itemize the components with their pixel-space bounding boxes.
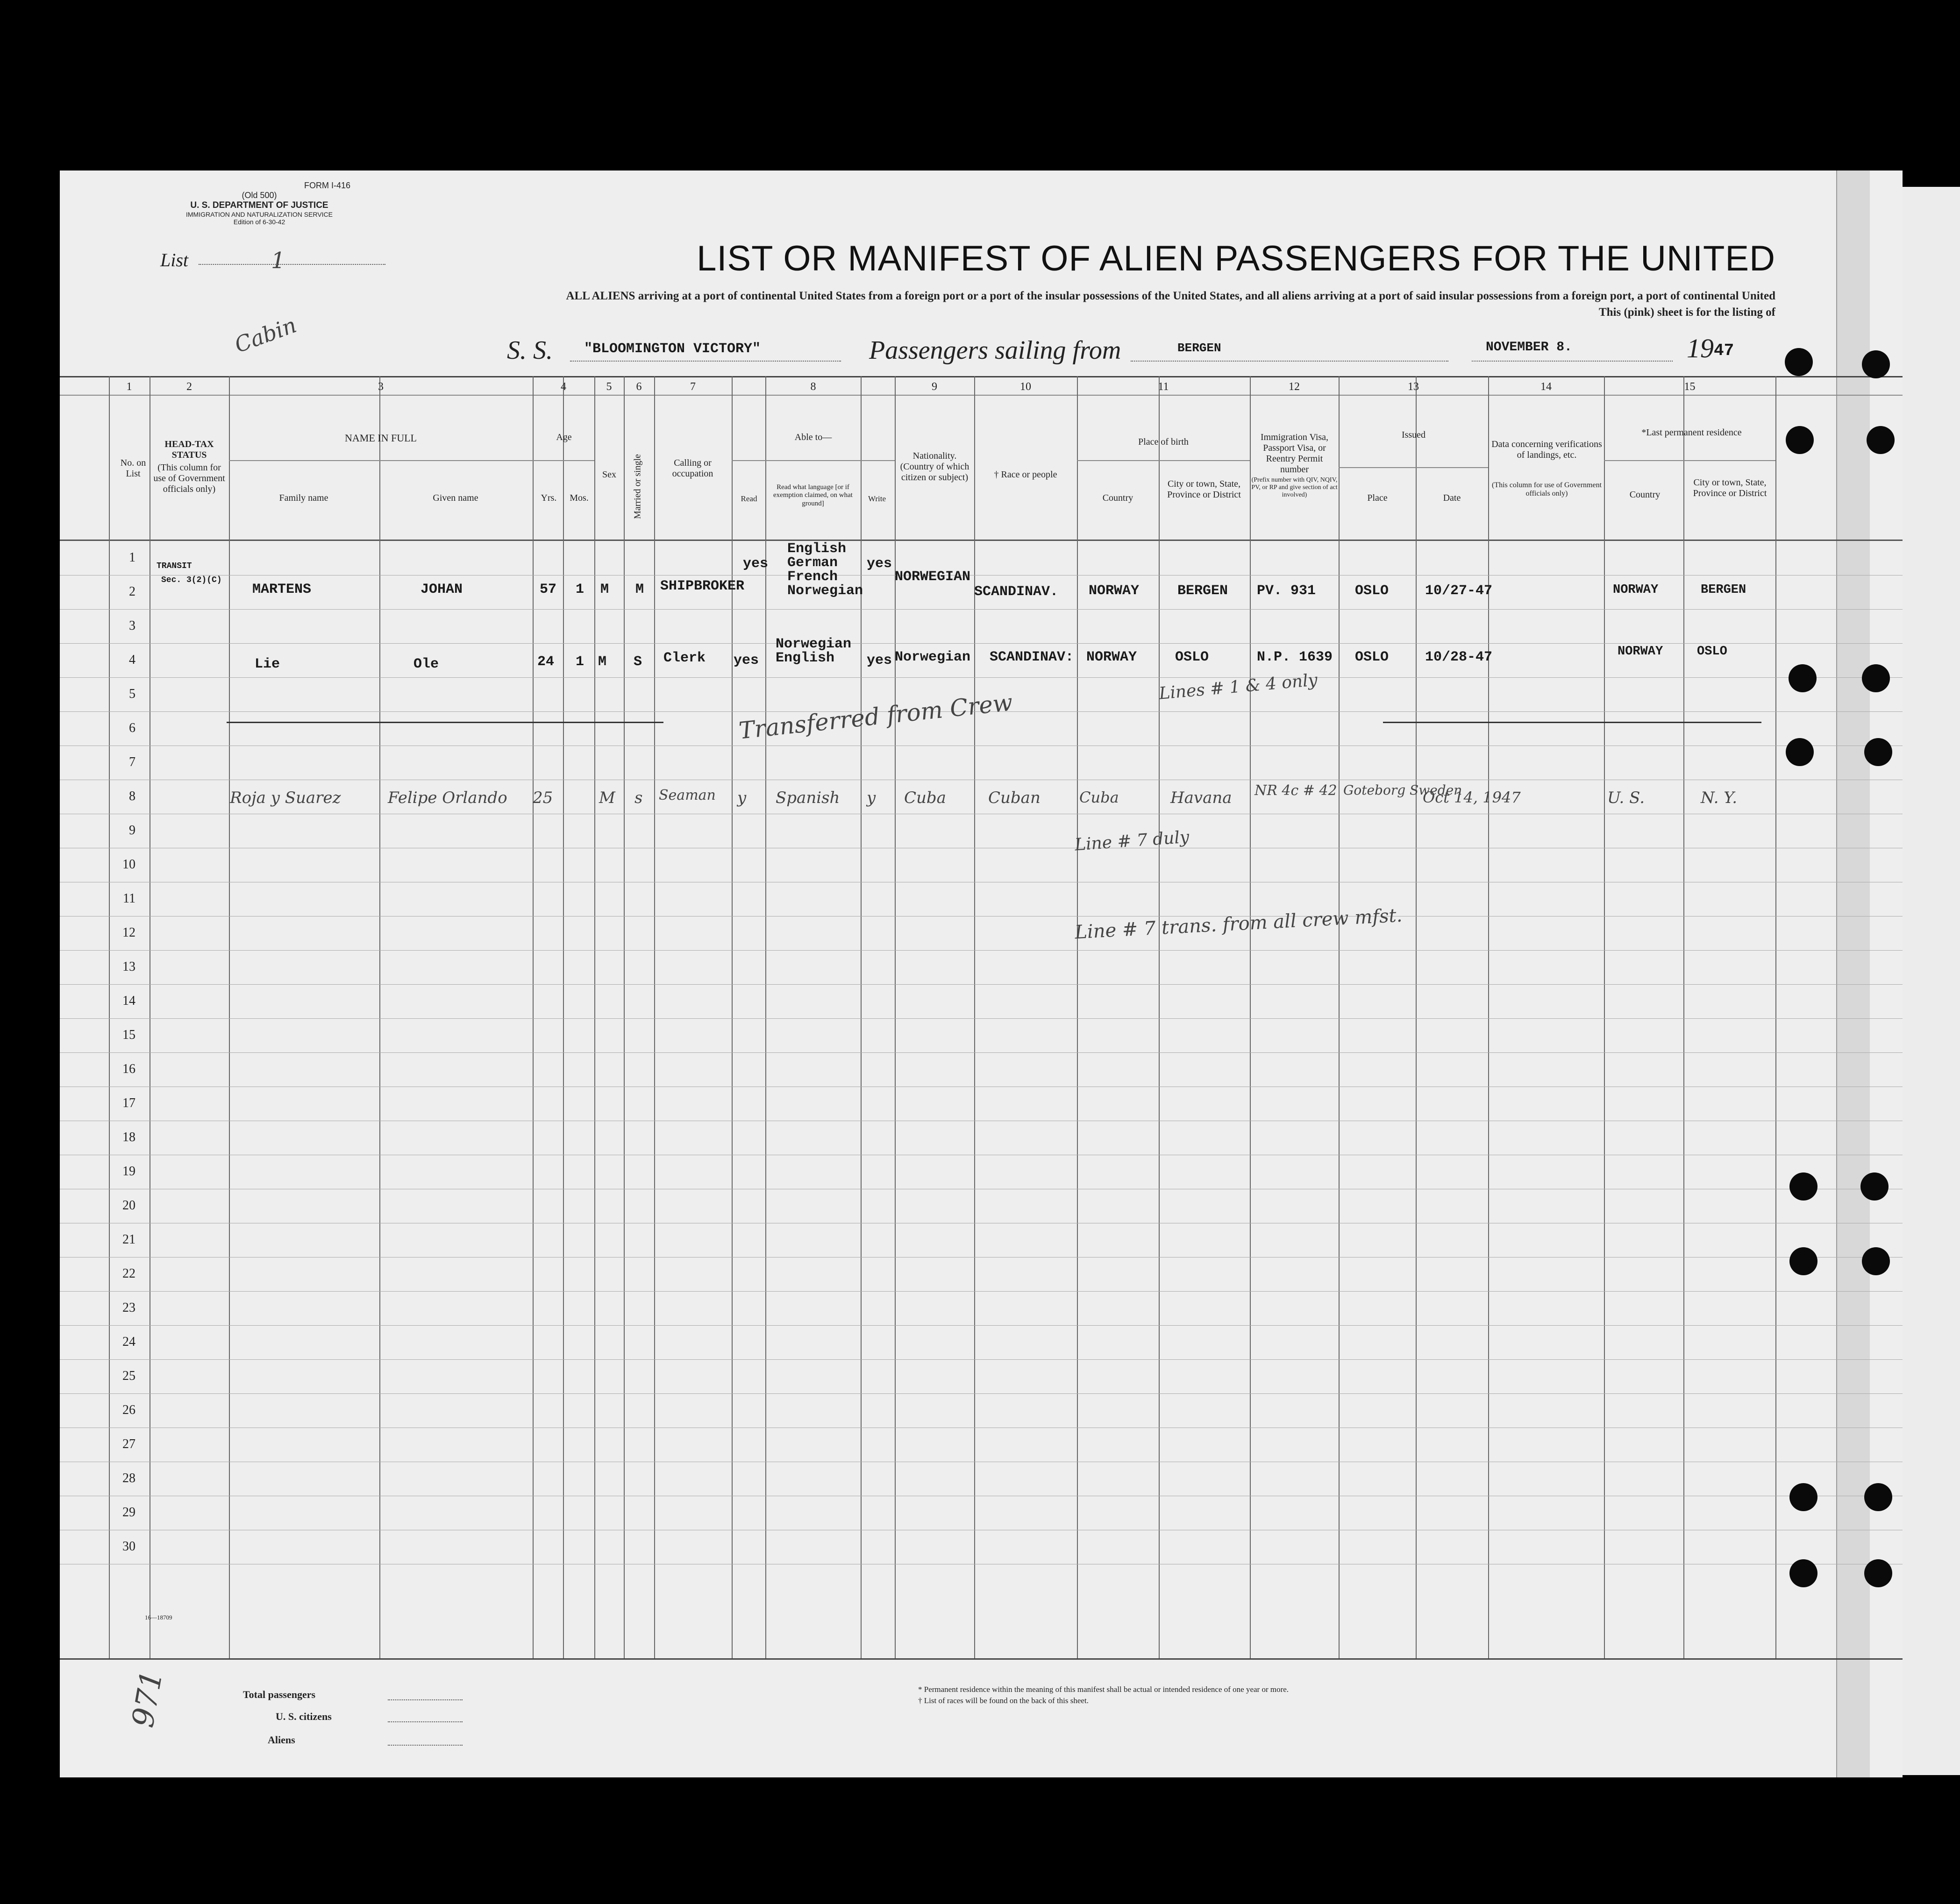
punch-hole xyxy=(1862,664,1890,692)
r7-write: y xyxy=(867,789,876,807)
row-number: 19 xyxy=(122,1164,135,1179)
aliens-label: Aliens xyxy=(268,1734,295,1746)
row-number: 11 xyxy=(123,891,135,906)
r1-race: SCANDINAV. xyxy=(974,584,1059,600)
service: IMMIGRATION AND NATURALIZATION SERVICE xyxy=(186,211,333,218)
row-number: 20 xyxy=(122,1198,135,1213)
total-passengers-line xyxy=(388,1699,463,1700)
old-code: (Old 500) xyxy=(242,191,277,200)
row-number: 28 xyxy=(122,1471,135,1485)
punch-hole xyxy=(1786,426,1814,454)
r7-birth-city: Havana xyxy=(1170,789,1232,807)
column-number: 2 xyxy=(186,381,192,393)
list-label: List xyxy=(160,249,189,270)
header-res-country: Country xyxy=(1629,490,1661,500)
r7-nationality: Cuba xyxy=(904,789,946,807)
margin-note: Cabin xyxy=(231,312,300,358)
r7-sex: M xyxy=(599,789,615,807)
row-rule xyxy=(60,950,1903,951)
r1-lang-4: Norwegian xyxy=(787,583,863,599)
column-number: 11 xyxy=(1158,381,1169,393)
header-verification-note: (This column for use of Government officials only) xyxy=(1491,481,1602,498)
port-of-departure: BERGEN xyxy=(1177,341,1221,355)
footnote-races: † List of races will be found on the back of this sheet. xyxy=(918,1696,1089,1705)
r1-lang-2: German xyxy=(787,555,838,571)
header-name-in-full: NAME IN FULL xyxy=(345,432,417,444)
r7-visa: NR 4c # 42 xyxy=(1254,782,1337,799)
header-yrs: Yrs. xyxy=(541,493,557,503)
row-number: 1 xyxy=(129,550,135,565)
r7-given: Felipe Orlando xyxy=(388,789,507,807)
table-bottom-rule xyxy=(60,1658,1903,1660)
punch-hole xyxy=(1789,1172,1817,1201)
row-number: 15 xyxy=(122,1028,135,1042)
row-number: 7 xyxy=(129,755,135,769)
column-rule xyxy=(1339,376,1340,1658)
header-no-on-list: No. on List xyxy=(120,458,146,479)
r1-lang-3: French xyxy=(787,569,838,585)
row-number: 25 xyxy=(122,1369,135,1383)
residence-subheader-rule xyxy=(1604,460,1775,461)
column-rule xyxy=(654,376,655,1658)
r3-issued-date: 10/28-47 xyxy=(1425,649,1493,665)
column-number: 4 xyxy=(561,381,566,393)
header-issued-place: Place xyxy=(1367,493,1388,503)
row-number: 13 xyxy=(122,959,135,974)
column-rule xyxy=(1250,376,1251,1658)
column-number: 12 xyxy=(1289,381,1300,393)
header-visa: Immigration Visa, Passport Visa, or Reentry Permit number xyxy=(1260,432,1329,475)
header-issued-date: Date xyxy=(1443,493,1461,503)
column-rule xyxy=(732,376,733,1658)
r1-sex: M xyxy=(600,582,609,597)
row-rule xyxy=(60,984,1903,985)
footnote-permanent-residence: * Permanent residence within the meaning of this manifest shall be actual or intended residence of one year or more. xyxy=(918,1685,1289,1694)
subtitle-line-1: ALL ALIENS arriving at a port of continental United States from a foreign port or a port of the insular possessions of the United States, and all aliens arriving at a port of said insular possessions from a foreign port, a port of continental United xyxy=(566,290,1775,302)
column-rule xyxy=(1159,376,1160,1658)
row-number: 23 xyxy=(122,1300,135,1315)
punch-hole xyxy=(1862,1247,1890,1275)
row-number: 10 xyxy=(122,857,135,872)
r7-birth-country: Cuba xyxy=(1079,789,1119,806)
row-rule xyxy=(60,1325,1903,1326)
punch-hole xyxy=(1789,664,1817,692)
line7-duly-note: Line # 7 duly xyxy=(1074,827,1190,855)
r3-race: SCANDINAV: xyxy=(990,649,1074,665)
header-visa-note: (Prefix number with QIV, NQIV, PV, or RP and give section of act involved) xyxy=(1251,476,1338,499)
row-rule xyxy=(60,677,1903,678)
strike-line-left xyxy=(227,722,663,723)
row-rule xyxy=(60,609,1903,610)
r1-family: MARTENS xyxy=(252,582,312,597)
row-number: 26 xyxy=(122,1403,135,1417)
punch-hole xyxy=(1867,426,1895,454)
page-title: LIST OR MANIFEST OF ALIEN PASSENGERS FOR THE UNITED xyxy=(697,239,1775,278)
column-number: 3 xyxy=(378,381,384,393)
row-rule xyxy=(60,1359,1903,1360)
header-res-city: City or town, State, Province or District xyxy=(1693,477,1767,498)
able-subheader-rule xyxy=(732,460,895,461)
r7-occupation: Seaman xyxy=(659,787,716,803)
r3-res-country: NORWAY xyxy=(1618,645,1663,659)
column-rule xyxy=(895,376,896,1658)
header-place-of-birth: Place of birth xyxy=(1138,437,1189,447)
header-married: Married or single xyxy=(632,454,643,519)
column-rule xyxy=(1604,376,1605,1658)
r3-occupation: Clerk xyxy=(663,650,706,666)
header-age: Age xyxy=(556,432,572,442)
column-rule xyxy=(594,376,595,1658)
column-rule xyxy=(379,376,380,1658)
r3-family: Lie xyxy=(255,656,280,672)
header-bottom-rule xyxy=(60,540,1903,541)
list-number: 1 xyxy=(271,248,285,274)
column-rule xyxy=(229,376,230,1658)
r1-married: M xyxy=(635,582,644,597)
row-number: 29 xyxy=(122,1505,135,1520)
punch-hole xyxy=(1862,350,1890,378)
strike-line-right xyxy=(1383,722,1761,723)
lines-note: Lines # 1 & 4 only xyxy=(1158,670,1319,703)
column-number: 1 xyxy=(126,381,132,393)
us-citizens-line xyxy=(388,1721,463,1722)
row-number: 24 xyxy=(122,1335,135,1349)
row-number: 2 xyxy=(129,584,135,599)
ship-name: "BLOOMINGTON VICTORY" xyxy=(584,341,761,357)
column-number: 15 xyxy=(1684,381,1696,393)
header-race: † Race or people xyxy=(994,469,1057,480)
row-number: 12 xyxy=(122,925,135,940)
sailing-date: NOVEMBER 8. xyxy=(1486,340,1572,355)
aliens-line xyxy=(388,1745,463,1746)
row-number: 18 xyxy=(122,1130,135,1144)
header-sex: Sex xyxy=(602,469,616,480)
r1-write: yes xyxy=(867,556,892,572)
column-number: 14 xyxy=(1540,381,1552,393)
header-verification: Data concerning verifications of landings, etc. xyxy=(1491,439,1602,460)
line7-trans-note: Line # 7 trans. from all crew mfst. xyxy=(1074,904,1403,944)
page-mark: 971 xyxy=(126,1668,170,1730)
punch-hole xyxy=(1864,738,1892,766)
row-number: 17 xyxy=(122,1096,135,1110)
r1-mos: 1 xyxy=(576,582,584,597)
header-able-to: Able to— xyxy=(794,432,832,442)
r3-write: yes xyxy=(867,653,892,668)
r1-given: JOHAN xyxy=(421,582,463,597)
column-rule xyxy=(1077,376,1078,1658)
r1-head-tax-sec: Sec. 3(2)(C) xyxy=(161,575,222,585)
row-number: 3 xyxy=(129,618,135,633)
row-number: 14 xyxy=(122,994,135,1008)
r1-res-country: NORWAY xyxy=(1613,583,1659,597)
print-code: 16—18709 xyxy=(145,1614,172,1621)
r7-res-city: N. Y. xyxy=(1701,789,1738,807)
row-number: 22 xyxy=(122,1266,135,1281)
column-number: 7 xyxy=(690,381,696,393)
column-rule xyxy=(1416,376,1417,1658)
punch-hole xyxy=(1864,1559,1892,1587)
total-passengers-label: Total passengers xyxy=(243,1689,316,1700)
row-rule xyxy=(60,1018,1903,1019)
birth-subheader-rule xyxy=(1077,460,1250,461)
issued-subheader-rule xyxy=(1339,467,1488,468)
r3-birth-country: NORWAY xyxy=(1086,649,1137,665)
r1-head-tax: TRANSIT xyxy=(157,561,192,571)
department: U. S. DEPARTMENT OF JUSTICE xyxy=(190,200,328,210)
r1-birth-city: BERGEN xyxy=(1177,583,1228,599)
r3-res-city: OSLO xyxy=(1697,645,1727,659)
r3-sex: M xyxy=(598,654,607,670)
row-rule xyxy=(60,1052,1903,1053)
r1-res-city: BERGEN xyxy=(1701,583,1746,597)
r1-read: yes xyxy=(743,556,769,572)
us-citizens-label: U. S. citizens xyxy=(276,1711,332,1722)
column-rule xyxy=(624,376,625,1658)
row-number: 30 xyxy=(122,1539,135,1554)
column-number: 5 xyxy=(606,381,612,393)
row-number: 9 xyxy=(129,823,135,838)
r7-race: Cuban xyxy=(988,789,1041,807)
r1-issued-place: OSLO xyxy=(1355,583,1389,599)
column-number: 6 xyxy=(636,381,642,393)
r3-married: S xyxy=(634,654,642,670)
row-number: 4 xyxy=(129,653,135,667)
header-birth-country: Country xyxy=(1102,493,1133,503)
row-rule xyxy=(60,643,1903,644)
row-number: 8 xyxy=(129,789,135,803)
header-language: Read what language [or if exemption claimed, on what ground] xyxy=(773,483,853,507)
punch-hole xyxy=(1785,348,1813,376)
punch-hole xyxy=(1789,1247,1817,1275)
punch-hole xyxy=(1789,1559,1817,1587)
transferred-note: Transferred from Crew xyxy=(737,689,1014,745)
row-number: 5 xyxy=(129,687,135,701)
header-issued: Issued xyxy=(1401,430,1426,440)
header-write: Write xyxy=(868,494,886,503)
header-mos: Mos. xyxy=(570,493,589,503)
column-number: 13 xyxy=(1408,381,1419,393)
header-family-name: Family name xyxy=(279,493,328,503)
r3-yrs: 24 xyxy=(537,654,555,670)
r3-given: Ole xyxy=(413,656,439,672)
header-given-name: Given name xyxy=(433,493,478,503)
column-rule xyxy=(1775,376,1776,1658)
r7-married: s xyxy=(634,789,643,807)
header-head-tax-note: (This column for use of Government officials only) xyxy=(153,462,225,494)
subtitle-line-2: This (pink) sheet is for the listing of xyxy=(1598,306,1775,319)
ss-label: S. S. xyxy=(507,336,553,365)
r7-read: y xyxy=(737,789,747,807)
r1-issued-date: 10/27-47 xyxy=(1425,583,1493,599)
sailing-label: Passengers sailing from xyxy=(869,336,1121,365)
r3-issued-place: OSLO xyxy=(1355,649,1389,665)
header-calling: Calling or occupation xyxy=(672,458,713,479)
r1-visa: PV. 931 xyxy=(1257,583,1316,599)
r3-lang-1: Norwegian xyxy=(776,636,852,652)
row-rule xyxy=(60,1393,1903,1394)
column-rule xyxy=(861,376,862,1658)
r3-birth-city: OSLO xyxy=(1175,649,1209,665)
header-head-tax: HEAD-TAX STATUS xyxy=(164,439,214,460)
r7-issued-date: Oct 14, 1947 xyxy=(1423,789,1521,806)
column-rule xyxy=(1488,376,1489,1658)
header-read: Read xyxy=(741,494,757,503)
row-number: 27 xyxy=(122,1437,135,1451)
column-rule xyxy=(1683,376,1684,1658)
r1-occupation: SHIPBROKER xyxy=(660,578,745,594)
year-suffix: 47 xyxy=(1714,341,1734,360)
column-rule xyxy=(974,376,975,1658)
r3-read: yes xyxy=(734,653,759,668)
age-subheader-rule xyxy=(533,460,594,461)
punch-hole xyxy=(1786,738,1814,766)
row-number: 21 xyxy=(122,1232,135,1247)
r3-visa: N.P. 1639 xyxy=(1257,649,1333,665)
row-rule xyxy=(60,1291,1903,1292)
r7-issued-place: Goteborg Sweden xyxy=(1343,782,1462,798)
row-number: 6 xyxy=(129,721,135,735)
r3-lang-2: English xyxy=(776,650,835,666)
punch-hole xyxy=(1860,1172,1889,1201)
r3-nationality: Norwegian xyxy=(895,649,971,665)
r7-language: Spanish xyxy=(776,789,840,807)
header-birth-city: City or town, State, Province or District xyxy=(1167,479,1241,500)
column-rule xyxy=(109,376,110,1658)
r3-mos: 1 xyxy=(576,654,584,670)
punch-hole xyxy=(1789,1483,1817,1511)
column-number: 9 xyxy=(932,381,937,393)
row-number: 16 xyxy=(122,1062,135,1076)
table-top-rule xyxy=(60,376,1903,377)
r1-birth-country: NORWAY xyxy=(1089,583,1140,599)
r1-yrs: 57 xyxy=(540,582,557,597)
punch-hole xyxy=(1864,1483,1892,1511)
form-code: FORM I-416 xyxy=(304,181,350,190)
edition: Edition of 6-30-42 xyxy=(233,218,285,226)
r1-lang-1: English xyxy=(787,541,847,557)
header-last-residence: *Last permanent residence xyxy=(1641,427,1742,438)
column-number: 8 xyxy=(810,381,816,393)
column-rule xyxy=(563,376,564,1658)
name-subheader-rule xyxy=(229,460,533,461)
column-rule xyxy=(533,376,534,1658)
r7-res-country: U. S. xyxy=(1607,789,1645,807)
year-prefix: 19 xyxy=(1687,333,1714,363)
column-number-rule xyxy=(60,395,1903,396)
header-nationality: Nationality. (Country of which citizen or subject) xyxy=(900,451,969,483)
r1-nationality: NORWEGIAN xyxy=(895,569,971,585)
column-number: 10 xyxy=(1020,381,1031,393)
r7-yrs: 25 xyxy=(533,789,553,807)
r7-family: Roja y Suarez xyxy=(230,789,341,807)
